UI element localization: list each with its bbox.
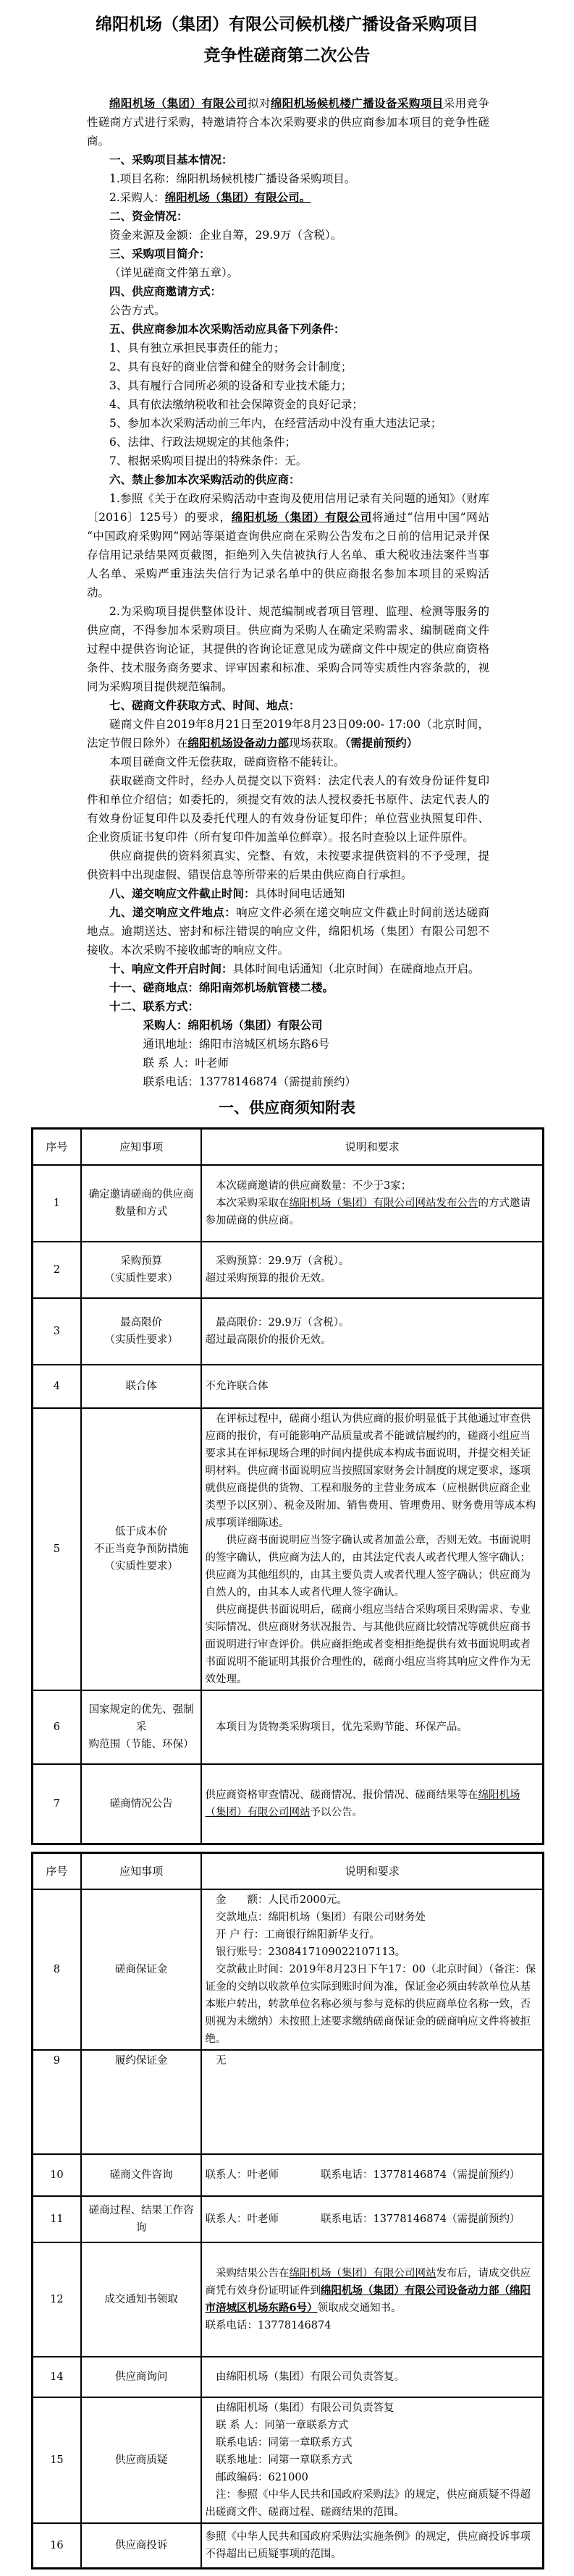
text-run: 3、具有履行合同所必须的设备和专业技术能力； bbox=[109, 379, 353, 392]
text-run: 绵阳机场（集团）有限公司设备动力部（绵阳市涪城区机场东路6号） bbox=[205, 2284, 531, 2314]
cell-item bbox=[81, 2154, 202, 2196]
cell-seq: 11 bbox=[33, 2196, 81, 2242]
cell-item bbox=[81, 1764, 202, 1844]
column-header: 序号 bbox=[33, 1129, 81, 1166]
item-line: 履约保证金 bbox=[114, 2055, 168, 2067]
item-line: 低于成本价 bbox=[114, 1526, 168, 1538]
table-row bbox=[33, 1298, 544, 1365]
paragraph bbox=[87, 188, 489, 207]
paragraph bbox=[87, 884, 489, 903]
text-run: 绵阳机场（集团）有限公司网站发布公告 bbox=[289, 1198, 478, 1209]
paragraph bbox=[87, 226, 489, 245]
cell-seq: 2 bbox=[33, 1242, 81, 1298]
desc-paragraph bbox=[205, 2317, 539, 2334]
cell-desc bbox=[201, 1690, 543, 1764]
desc-paragraph bbox=[205, 1410, 539, 1532]
text-run: 绵阳机场候机楼广播设备采购项目 bbox=[270, 96, 444, 110]
desc-paragraph bbox=[205, 1195, 539, 1229]
text-run: 联系地址：同第一章联系方式 bbox=[215, 2454, 353, 2466]
text-run: 交款地点：绵阳机场（集团）有限公司财务处 bbox=[215, 1912, 426, 1923]
paragraph bbox=[87, 245, 489, 263]
cell-seq: 15 bbox=[33, 2397, 81, 2523]
text-run: 三、采购项目简介： bbox=[109, 247, 211, 260]
text-run: 公告方式。 bbox=[109, 304, 166, 317]
paragraph bbox=[87, 903, 489, 959]
paragraph bbox=[87, 1072, 489, 1091]
desc-paragraph bbox=[205, 1961, 539, 2048]
cell-desc bbox=[201, 2050, 543, 2154]
cell-item bbox=[81, 2242, 202, 2357]
desc-paragraph bbox=[205, 1177, 539, 1195]
desc-paragraph bbox=[205, 1719, 539, 1736]
document-title bbox=[0, 0, 574, 71]
desc-paragraph bbox=[205, 1601, 539, 1688]
cell-item bbox=[81, 1242, 202, 1298]
cell-desc bbox=[201, 1165, 543, 1242]
text-run: 十、响应文件开启时间： bbox=[109, 962, 233, 975]
text-run: 七、磋商文件获取方式、时间、地点： bbox=[109, 698, 300, 712]
text-run: 二、资金情况： bbox=[109, 209, 188, 223]
text-run: 不允许联合体 bbox=[205, 1381, 269, 1392]
cell-item bbox=[81, 1165, 202, 1242]
item-line: 供应商质疑 bbox=[114, 2454, 168, 2466]
text-run: 本项目磋商文件无偿获取，磋商资格不能转让。 bbox=[109, 755, 345, 768]
paragraph bbox=[87, 169, 489, 188]
cell-item bbox=[81, 2523, 202, 2569]
desc-paragraph bbox=[205, 1331, 539, 1349]
cell-seq: 3 bbox=[33, 1298, 81, 1365]
item-line: 磋商过程、结果工作咨询 bbox=[88, 2205, 194, 2234]
paragraph bbox=[87, 282, 489, 301]
paragraph bbox=[87, 263, 489, 282]
text-run: 邮政编码：621000 bbox=[215, 2472, 308, 2483]
text-run: 现场获取。 bbox=[289, 737, 345, 750]
text-run: 供应商提供书面说明后，磋商小组应当结合采购项目采购需求、专业实际情况、供应商财务状况报告、与其他供应商比较情况等就供应商书面说明进行审查评价。供应商拒绝或者变相拒绝提供有效书面说明或者书面说明不能证明其报价合理性的，磋商小组应当将其响应文件作为无效处理。 bbox=[205, 1604, 531, 1685]
paragraph bbox=[87, 1035, 489, 1054]
paragraph bbox=[87, 151, 489, 169]
cell-seq: 12 bbox=[33, 2242, 81, 2357]
table-row bbox=[33, 2523, 544, 2569]
table-row bbox=[33, 1764, 544, 1844]
desc-paragraph bbox=[205, 1944, 539, 1961]
text-run: （需提前预约） bbox=[345, 736, 418, 750]
paragraph bbox=[87, 320, 489, 339]
item-line: 磋商情况公告 bbox=[109, 1798, 173, 1810]
paragraph bbox=[87, 602, 489, 696]
text-run: 供应商提供的资料须真实、完整、有效，未按要求提供资料的不予受理，提供资料中出现虚假、错误信息等所带来的后果由供应商自行承担。 bbox=[87, 850, 489, 881]
text-run: 交款截止时间：2019年8月23日下午17：00（北京时间）（备注：保证金的交纳以收款单位实际到账时间为准，保证金必须由转款单位从基本账户转出，转款单位名称必须与参与竞标的供应商单位名称一致，否则视为未缴纳）未按照上述要求缴纳磋商保证金的磋商响应文件将被拒绝。 bbox=[205, 1964, 536, 2045]
supplier-notes-table-1 bbox=[31, 1127, 544, 1845]
table-row bbox=[33, 1889, 544, 2050]
paragraph bbox=[87, 1054, 489, 1072]
cell-desc bbox=[201, 1408, 543, 1690]
text-run: 银行账号：2308417109022107113。 bbox=[215, 1946, 406, 1958]
text-run: 五、供应商参加本次采购活动应具备下列条件： bbox=[109, 322, 345, 336]
paragraph bbox=[87, 715, 489, 753]
desc-paragraph bbox=[205, 1253, 539, 1270]
text-run: 八、递交响应文件截止时间： bbox=[109, 886, 256, 900]
text-run: 采购预算：29.9万（含税）。 bbox=[215, 1255, 350, 1267]
text-run: 响应文件必须在递交响应文件截止时间前送达磋商地点。逾期送达、密封和标注错误的响应文件，绵阳机场（集团）有限公司恕不接收。本次采购不接收邮寄的响应文件。 bbox=[87, 906, 489, 957]
text-run: 绵阳机场（集团）有限公司 bbox=[109, 96, 248, 110]
text-run: 联系电话：同第一章联系方式 bbox=[215, 2437, 353, 2449]
table-row bbox=[33, 1165, 544, 1242]
text-run: 领取成交通知书。 bbox=[317, 2302, 402, 2314]
desc-paragraph bbox=[205, 2469, 539, 2486]
paragraph bbox=[87, 301, 489, 320]
item-line: 国家规定的优先、强制采 bbox=[88, 1704, 194, 1733]
paragraph bbox=[87, 207, 489, 226]
cell-seq: 9 bbox=[33, 2050, 81, 2154]
text-run: 开 户 行：工商银行绵阳新华支行。 bbox=[215, 1929, 380, 1941]
paragraph bbox=[87, 978, 489, 997]
table-row bbox=[33, 1365, 544, 1408]
item-line: （实质性要求） bbox=[104, 1273, 178, 1284]
text-run: 本次磋商邀请的供应商数量：不少于3家； bbox=[215, 1180, 412, 1192]
text-run: 将通过“信用中国”网站 “中国政府采购网”网站等渠道查询供应商在采购公告发布之日前的信用记录并保存信用记录结果网页截图，拒绝列入失信被执行人名单、重大税收违法案件当事人名单、采购严重违法失信行为记录名单中的供应商报名参加本项目的采购活动。 bbox=[87, 511, 489, 599]
item-line: 磋商保证金 bbox=[114, 1964, 168, 1975]
item-line: （实质性要求） bbox=[104, 1561, 178, 1572]
paragraph bbox=[87, 339, 489, 357]
text-run: 供应商书面说明应当签字确认或者加盖公章，否则无效。书面说明的签字确认，供应商为法人的，由其法定代表人或者代理人签字确认；供应商为其他组织的，由其主要负责人或者代理人签字确认；供应商为自然人的，由其本人或者代理人签字确认。 bbox=[205, 1535, 531, 1598]
cell-desc bbox=[201, 2523, 543, 2569]
text-run: 7、根据采购项目提出的特殊条件：无。 bbox=[109, 454, 308, 467]
table-row bbox=[33, 2154, 544, 2196]
text-run: 四、供应商邀请方式： bbox=[109, 284, 222, 298]
cell-item bbox=[81, 2050, 202, 2154]
cell-desc bbox=[201, 2196, 543, 2242]
text-run: 4、具有依法缴纳税收和社会保障资金的良好记录； bbox=[109, 398, 363, 411]
column-header: 应知事项 bbox=[81, 1853, 202, 1890]
table-header-row bbox=[33, 1129, 544, 1166]
title-line-1: 绵阳机场（集团）有限公司候机楼广播设备采购项目 bbox=[96, 14, 478, 34]
cell-desc bbox=[201, 2397, 543, 2523]
text-run: 绵阳机场设备动力部 bbox=[187, 736, 290, 750]
text-run: 由绵阳机场（集团）有限公司负责答复 bbox=[215, 2402, 394, 2414]
paragraph bbox=[87, 470, 489, 489]
text-run: 具体时间电话通知 bbox=[255, 887, 345, 900]
text-run: 联 系 人：叶老师 bbox=[143, 1056, 229, 1069]
item-line: 购范围（节能、环保） bbox=[88, 1739, 194, 1750]
cell-seq: 6 bbox=[33, 1690, 81, 1764]
cell-seq: 14 bbox=[33, 2357, 81, 2397]
paragraph bbox=[87, 959, 489, 978]
cell-item bbox=[81, 2357, 202, 2397]
item-line: 不正当竞争预防措施 bbox=[93, 1543, 189, 1555]
cell-item bbox=[81, 2196, 202, 2242]
cell-item bbox=[81, 1889, 202, 2050]
cell-seq: 7 bbox=[33, 1764, 81, 1844]
table-row bbox=[33, 2357, 544, 2397]
cell-item bbox=[81, 1298, 202, 1365]
paragraph bbox=[87, 1016, 489, 1035]
column-header: 应知事项 bbox=[81, 1129, 202, 1166]
desc-paragraph bbox=[205, 2052, 539, 2069]
text-run: 发布后，请成交供应商凭有效身份证明证件到 bbox=[205, 2268, 531, 2297]
text-run: 采用竞争性磋商方式进行采购，特邀请符合本次采购要求的供应商参加本项目的竞争性磋商。 bbox=[87, 97, 489, 148]
item-line: 最高限价 bbox=[120, 1317, 163, 1329]
item-line: 成交通知书领取 bbox=[104, 2294, 178, 2305]
text-run: 参照《中华人民共和国政府采购法实施条例》的规定，供应商投诉事项不得超出已质疑事项的范围。 bbox=[205, 2531, 531, 2560]
cell-desc bbox=[201, 2357, 543, 2397]
desc-paragraph bbox=[205, 1378, 539, 1395]
paragraph bbox=[87, 452, 489, 470]
text-run: （详见磋商文件第五章）。 bbox=[109, 266, 239, 279]
appendix-title: 一、供应商须知附表 bbox=[219, 1098, 355, 1117]
desc-paragraph bbox=[205, 2417, 539, 2434]
text-run: 2、具有良好的商业信誉和健全的财务会计制度； bbox=[109, 360, 353, 373]
cell-item bbox=[81, 1365, 202, 1408]
item-line: 供应商询问 bbox=[114, 2371, 168, 2383]
text-run: 十二、联系方式： bbox=[109, 999, 200, 1013]
table-row bbox=[33, 2050, 544, 2154]
cell-seq: 10 bbox=[33, 2154, 81, 2196]
column-header: 说明和要求 bbox=[201, 1853, 543, 1890]
desc-paragraph bbox=[205, 1532, 539, 1601]
column-header: 序号 bbox=[33, 1853, 81, 1890]
cell-desc bbox=[201, 2154, 543, 2196]
table-row bbox=[33, 1690, 544, 1764]
text-run: 在评标过程中，磋商小组认为供应商的报价明显低于其他通过审查供应商的报价，有可能影响产品质量或者不能诚信履约的，磋商小组应当要求其在评标现场合理的时间内提供成本构成书面说明，并提交相关证明材料。供应商书面说明应当按照国家财务会计制度的规定要求，逐项就供应商提供的货物、工程和服务的主营业务成本（应根据供应商企业类型予以区别）、税金及附加、销售费用、管理费用、财务费用等成本构成事项详细陈述。 bbox=[205, 1413, 536, 1529]
text-run: 注：参照《中华人民共和国政府采购法》的规定，供应商质疑不得超出磋商文件、磋商过程、磋商结果的范围。 bbox=[205, 2489, 531, 2518]
item-line: 数量和方式 bbox=[114, 1206, 168, 1218]
title-line-2: 竞争性磋商第二次公告 bbox=[203, 46, 371, 65]
cell-seq: 8 bbox=[33, 1889, 81, 2050]
desc-paragraph bbox=[205, 2211, 539, 2228]
desc-paragraph bbox=[205, 2265, 539, 2317]
text-run: 九、递交响应文件地点： bbox=[109, 905, 237, 919]
document-body bbox=[87, 94, 489, 1091]
desc-paragraph bbox=[205, 2528, 539, 2563]
desc-paragraph bbox=[205, 1787, 539, 1821]
text-run: 联系人：叶老师 联系电话：13778146874（需提前预约） bbox=[205, 2213, 520, 2225]
cell-desc bbox=[201, 1889, 543, 2050]
table-header-row bbox=[33, 1853, 544, 1890]
table-row bbox=[33, 2196, 544, 2242]
paragraph bbox=[87, 395, 489, 414]
cell-seq: 5 bbox=[33, 1408, 81, 1690]
item-line: （实质性要求） bbox=[104, 1334, 178, 1346]
paragraph bbox=[87, 771, 489, 847]
paragraph bbox=[87, 414, 489, 433]
table-row bbox=[33, 1242, 544, 1298]
cell-seq: 1 bbox=[33, 1165, 81, 1242]
desc-paragraph bbox=[205, 2166, 539, 2184]
text-run: 绵阳机场（集团）有限公司。 bbox=[164, 190, 311, 204]
item-line: 确定邀请磋商的供应商 bbox=[88, 1189, 194, 1200]
cell-item bbox=[81, 1408, 202, 1690]
text-run: 供应商资格审查情况、磋商情况、报价情况、磋商结果等在 bbox=[205, 1789, 478, 1801]
text-run: 金 额：人民币2000元。 bbox=[215, 1894, 347, 1906]
desc-paragraph bbox=[205, 1909, 539, 1926]
text-run: 联系电话：13778146874（需提前预约） bbox=[143, 1075, 356, 1088]
text-run: 1.参照《关于在政府采购活动中查询及使用信用记录有关问题的通知》（财库〔2016〕125号）的要求， bbox=[87, 492, 489, 524]
paragraph bbox=[87, 376, 489, 395]
item-line: 供应商投诉 bbox=[114, 2540, 168, 2551]
table-row bbox=[33, 1408, 544, 1690]
paragraph bbox=[87, 696, 489, 715]
cell-item bbox=[81, 1690, 202, 1764]
text-run: 本项目为货物类采购项目，优先采购节能、环保产品。 bbox=[215, 1721, 468, 1733]
column-header: 说明和要求 bbox=[201, 1129, 543, 1166]
desc-paragraph bbox=[205, 1270, 539, 1287]
text-run: 采购人：绵阳机场（集团）有限公司 bbox=[143, 1018, 323, 1032]
text-run: 资金来源及金额：企业自筹，29.9万（含税）。 bbox=[109, 229, 342, 242]
desc-paragraph bbox=[205, 1891, 539, 1909]
desc-paragraph bbox=[205, 2486, 539, 2521]
desc-paragraph bbox=[205, 2399, 539, 2417]
text-run: 超过最高限价的报价无效。 bbox=[205, 1334, 332, 1346]
text-run: 联 系 人：同第一章联系方式 bbox=[215, 2420, 349, 2431]
text-run: 六、禁止参加本次采购活动的供应商： bbox=[109, 473, 300, 486]
cell-desc bbox=[201, 1242, 543, 1298]
paragraph bbox=[87, 94, 489, 151]
text-run: 超过采购预算的报价无效。 bbox=[205, 1273, 332, 1284]
text-run: 最高限价：29.9万（含税）。 bbox=[215, 1317, 350, 1329]
desc-paragraph bbox=[205, 1926, 539, 1944]
paragraph bbox=[87, 753, 489, 771]
cell-item bbox=[81, 2397, 202, 2523]
text-run: 本次采购采取在 bbox=[215, 1198, 290, 1209]
text-run: 1.项目名称：绵阳机场候机楼广播设备采购项目。 bbox=[109, 172, 356, 185]
text-run: 具体时间电话通知（北京时间）在磋商地点开启。 bbox=[232, 962, 480, 975]
text-run: 予以公告。 bbox=[310, 1807, 363, 1818]
paragraph bbox=[87, 489, 489, 602]
text-run: 联系人：叶老师 联系电话：13778146874（需提前预约） bbox=[205, 2169, 520, 2181]
supplier-notes-table-2 bbox=[31, 1852, 544, 2569]
paragraph bbox=[87, 357, 489, 376]
text-run: 绵阳机场（集团）有限公司网站 bbox=[289, 2268, 436, 2279]
text-run: 获取磋商文件时，经办人员提交以下资料：法定代表人的有效身份证件复印件和单位介绍信；如委托的，须提交有效的法人授权委托书原件、法定代表人的有效身份证复印件以及委托代理人的有效身份证复印件；单位营业执照复印件、企业资质证书复印件（所有复印件加盖单位鲜章）。报名时查验以上证件原件。 bbox=[87, 774, 489, 844]
text-run: 通讯地址：绵阳市涪城区机场东路6号 bbox=[143, 1038, 330, 1051]
text-run: 6、法律、行政法规规定的其他条件； bbox=[109, 436, 296, 449]
text-run: 2.采购人： bbox=[109, 191, 165, 204]
cell-desc bbox=[201, 1365, 543, 1408]
cell-desc bbox=[201, 1298, 543, 1365]
text-run: 由绵阳机场（集团）有限公司负责答复。 bbox=[215, 2371, 405, 2383]
cell-seq: 16 bbox=[33, 2523, 81, 2569]
item-line: 采购预算 bbox=[120, 1255, 163, 1267]
desc-paragraph bbox=[205, 2452, 539, 2469]
desc-paragraph bbox=[205, 2434, 539, 2452]
paragraph bbox=[87, 847, 489, 884]
text-run: 无 bbox=[215, 2055, 227, 2067]
item-line: 磋商文件咨询 bbox=[109, 2169, 173, 2181]
table-row bbox=[33, 2242, 544, 2357]
text-run: 磋商文件自2019年8月21日至2019年8月23日09:00- 17:00（北京时间，法定节假日除外）在 bbox=[87, 718, 489, 750]
table-row bbox=[33, 2397, 544, 2523]
text-run: 联系电话：13778146874 bbox=[205, 2320, 332, 2331]
desc-paragraph bbox=[205, 2368, 539, 2386]
cell-seq: 4 bbox=[33, 1365, 81, 1408]
paragraph bbox=[87, 997, 489, 1016]
text-run: 的方式邀请参加磋商的供应商。 bbox=[205, 1198, 531, 1226]
text-run: 十一、磋商地点：绵阳南郊机场航管楼二楼。 bbox=[109, 980, 334, 994]
text-run: 2.为采购项目提供整体设计、规范编制或者项目管理、监理、检测等服务的供应商，不得参加本采购项目。供应商为采购人在确定采购需求、编制磋商文件过程中提供咨询论证，其提供的咨询论证意见成为磋商文件中规定的供应商资格条件、技术服务商务要求、评审因素和标准、采购合同等实质性内容条款的，视同为采购项目提供规范编制。 bbox=[87, 605, 489, 693]
text-run: 绵阳机场（集团）有限公司网站 bbox=[205, 1789, 520, 1818]
text-run: 1、具有独立承担民事责任的能力； bbox=[109, 342, 285, 355]
cell-desc bbox=[201, 1764, 543, 1844]
text-run: 5、参加本次采购活动前三年内，在经营活动中没有重大违法记录； bbox=[109, 417, 442, 430]
text-run: 一、采购项目基本情况： bbox=[109, 153, 233, 166]
item-line: 联合体 bbox=[125, 1381, 157, 1392]
paragraph bbox=[87, 433, 489, 452]
cell-desc bbox=[201, 2242, 543, 2357]
text-run: 拟对 bbox=[248, 97, 271, 110]
desc-paragraph bbox=[205, 1314, 539, 1331]
text-run: 绵阳机场（集团）有限公司 bbox=[231, 510, 372, 524]
text-run: 采购结果公告在 bbox=[215, 2268, 290, 2279]
